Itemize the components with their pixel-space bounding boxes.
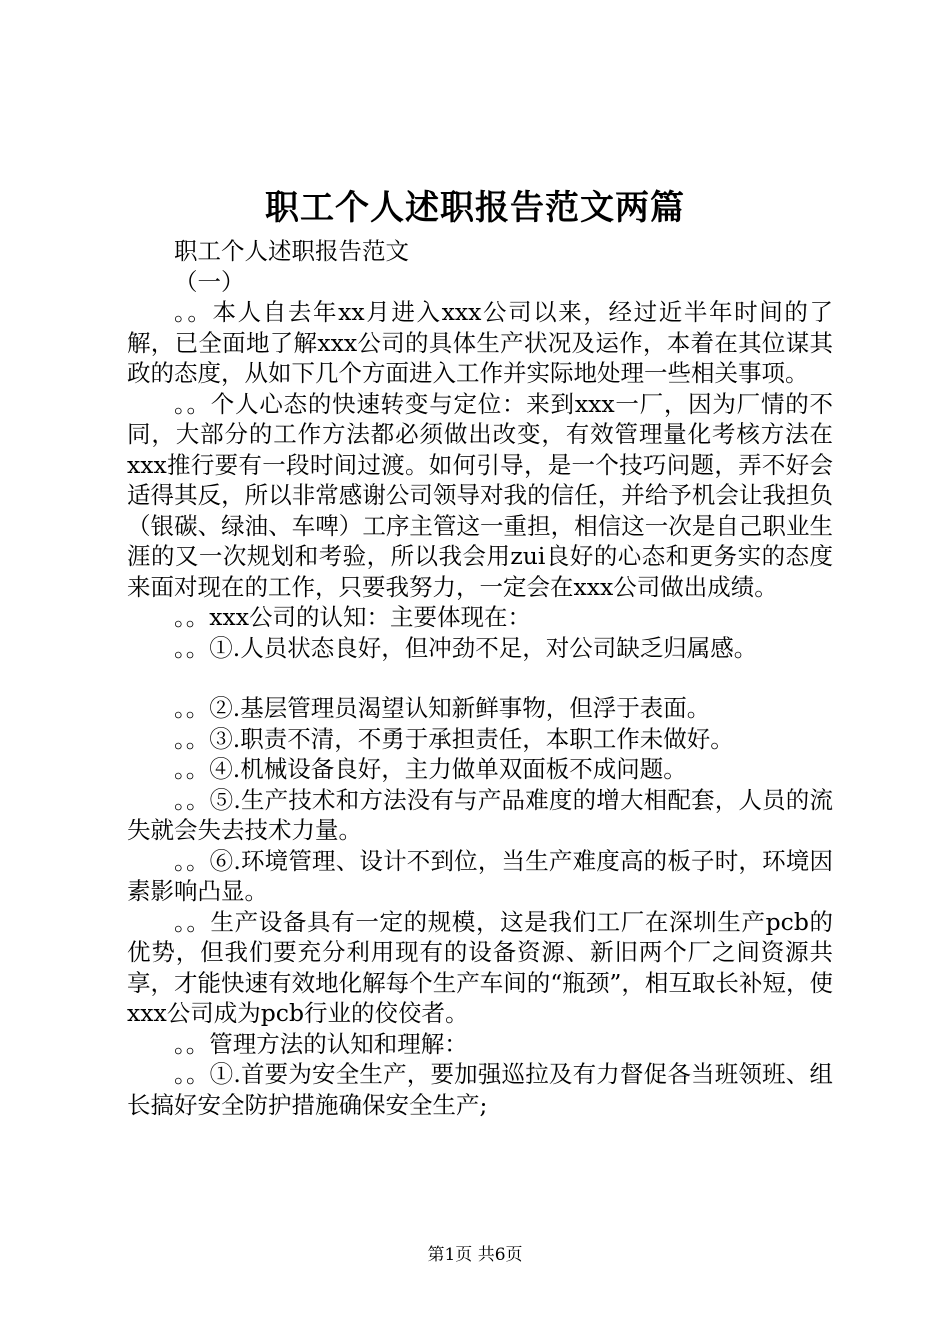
paragraph: 。。①.首要为安全生产，要加强巡拉及有力督促各当班领班、组长搞好安全防护措施确保安全生产; xyxy=(127,1060,833,1119)
paragraph: 。。本人自去年xx月进入xxx公司以来，经过近半年时间的了解，已全面地了解xxx公司的具体生产状况及运作，本着在其位谋其政的态度，从如下几个方面进入工作并实际地处理一些相关事项。 xyxy=(127,298,833,387)
subtitle: 职工个人述职报告范文 xyxy=(174,237,409,265)
paragraph: 。。③.职责不清，不勇于承担责任，本职工作未做好。 xyxy=(174,724,734,753)
paragraph: 。。②.基层管理员渴望认知新鲜事物，但浮于表面。 xyxy=(174,694,711,722)
paragraph: 。。个人心态的快速转变与定位：来到xxx一厂，因为厂情的不同，大部分的工作方法都必须做出改变，有效管理量化考核方法在xxx推行要有一段时间过渡。如何引导，是一个技巧问题，弄不好会适得其反，所以非常感谢公司领导对我的信任，并给予机会让我担负（银碳、绿油、车啤）工序主管这一重担，相信这一次是自己职业生涯的又一次规划和考验，所以我会用zui良好的心态和更务实的态度来面对现在的工作，只要我努力，一定会在xxx公司做出成绩。 xyxy=(127,389,833,601)
paragraph: 。。生产设备具有一定的规模，这是我们工厂在深圳生产pcb的优势，但我们要充分利用现有的设备资源、新旧两个厂之间资源共享，才能快速有效地化解每个生产车间的“瓶颈”，相互取长补短，使xxx公司成为pcb行业的佼佼者。 xyxy=(127,907,833,1027)
document-body xyxy=(127,236,833,1120)
paragraph: 。。①.人员状态良好，但冲劲不足，对公司缺乏归属感。 xyxy=(174,633,758,662)
paragraph: 。。④.机械设备良好，主力做单双面板不成问题。 xyxy=(174,755,687,783)
paragraph: 。。管理方法的认知和理解： xyxy=(174,1029,468,1058)
paragraph: 。。⑥.环境管理、设计不到位，当生产难度高的板子时，环境因素影响凸显。 xyxy=(127,846,833,905)
paragraph: 。。⑤.生产技术和方法没有与产品难度的增大相配套，人员的流失就会失去技术力量。 xyxy=(127,785,833,844)
paragraph: 。。xxx公司的认知：主要体现在： xyxy=(174,603,532,631)
page-footer: 第1页 共6页 xyxy=(427,1245,523,1265)
document-title: 职工个人述职报告范文两篇 xyxy=(265,188,685,228)
section-number: （一） xyxy=(174,267,245,296)
